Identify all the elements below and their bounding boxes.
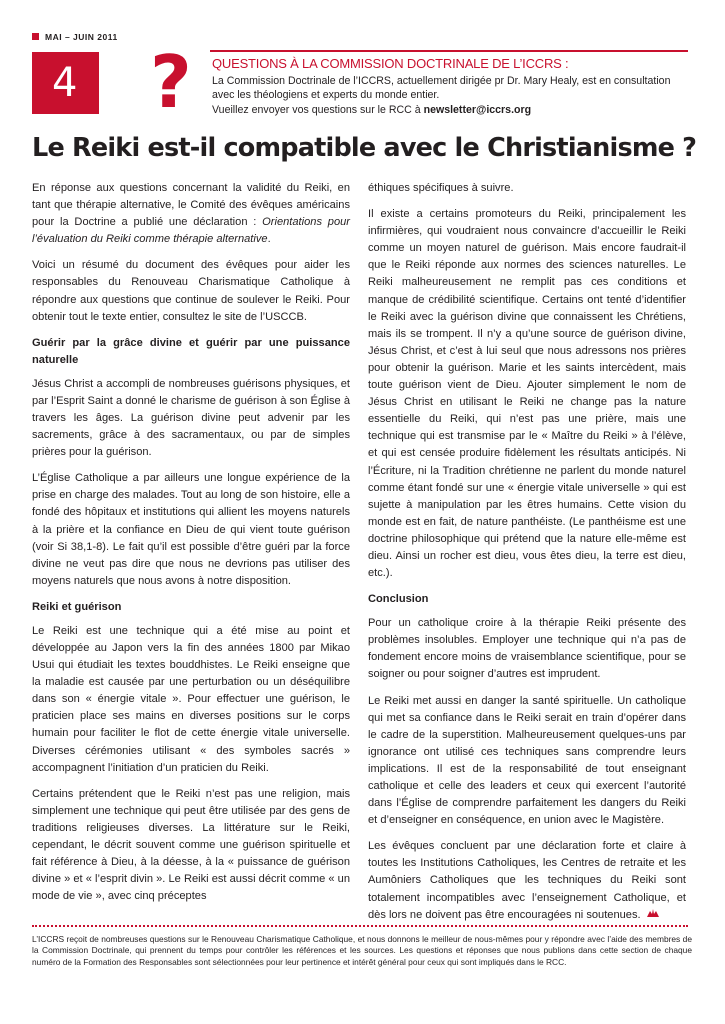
- section-header-intro: [212, 74, 692, 117]
- paragraph: Le Reiki est une technique qui a été mise au point et développée au Japon vers la fin des années 1800 par Mikao Usui qui étudiait les textes bouddhistes. Le Reiki enseigne que la maladie est causée par une perturbation ou un déséquilibre dans son « énergie vitale ». Pour effectuer une guérison, le praticien place ses mains en diverses positions sur le corps humain pour faciliter le flot de cette énergie vitale universelle. Diverses cérémonies utilisant « des symboles sacrés » accompagnent l’initiation d’un praticien du Reiki.: [32, 624, 350, 774]
- contact-email: newsletter@iccrs.org: [423, 103, 532, 116]
- paragraph-text: Les évêques concluent par une déclaration forte et claire à toutes les Institutions Catholiques, les Centres de retraite et les Aumôniers Catholiques que les techniques du Reiki sont totalement incompatibles avec l’enseignement Catholique, et dès lors ne doivent pas être encouragées ni soutenues.: [368, 840, 686, 921]
- question-number-box: [32, 52, 99, 114]
- intro-line-3-prefix: Vueillez envoyer vos questions sur le RCC à: [212, 103, 424, 116]
- paragraph: L’Église Catholique a par ailleurs une longue expérience de la prise en charge des malades. Tout au long de son histoire, elle a fondé des hôpitaux et institutions qui allient les moyens naturels à la prière et la confiance en Dieu de qui vient toute guérison (voir Si 38,1-8). Le fait qu’il est possible d’être guéri par la force divine ne veut pas dire que nous ne devrions pas utiliser des moyens naturels que nous avons à notre disposition.: [32, 472, 350, 587]
- issue-date: [32, 32, 118, 42]
- paragraph-text: En réponse aux questions concernant la validité du Reiki, en tant que thérapie alternative, le Comité des évêques américains pour la Doctrine a publié une déclaration :: [32, 182, 350, 229]
- left-column: [32, 180, 350, 914]
- question-number: 4: [52, 60, 78, 106]
- paragraph: Voici un résumé du document des évêques pour aider les responsables du Renouveau Charismatique Catholique à répondre aux questions que continue de soulever le Reiki. Pour obtenir tout le texte entier, consultez le site de l’USCCB.: [32, 259, 350, 323]
- intro-line-2: avec les théologiens et experts du monde entier.: [212, 89, 440, 102]
- question-mark-icon: ?: [150, 40, 192, 124]
- paragraph: [32, 180, 350, 248]
- intro-line-1: La Commission Doctrinale de l’ICCRS, actuellement dirigée pr Dr. Mary Healy, est en consultation: [212, 75, 671, 87]
- paragraph: Le Reiki met aussi en danger la santé spirituelle. Un catholique qui met sa confiance dans le Reiki serait en train d’opérer dans le cadre de la superstition. Malheureusement quelques-uns par ignorance ont utilisé ces techniques sans comprendre leurs implications. Il est de la responsabilité de tout enseignant catholique et celle des leaders et ceux qui exercent l’autorité dans l’Église de comprendre parfaitement les dangers du Reiki et d’enseigner en conséquence, en union avec le Magistère.: [368, 694, 686, 827]
- section-header-title: QUESTIONS À LA COMMISSION DOCTRINALE DE L’ICCRS :: [212, 56, 569, 71]
- paragraph: Certains prétendent que le Reiki n’est pas une religion, mais simplement une technique qui peut être utilisée par des gens de traditions religieuses diverses. La littérature sur le Reiki, cependant, le décrit souvent comme une guérison spirituelle et fait référence à Dieu, à la déesse, à la « puissance de guérison divine » et « l’esprit divin ». Le Reiki est aussi décrit comme « un mode de vie », avec cinq préceptes: [32, 787, 350, 903]
- paragraph-end: .: [267, 233, 271, 246]
- dove-icon: [647, 910, 659, 921]
- red-square-icon: [32, 33, 39, 40]
- footer-note: L’ICCRS reçoit de nombreuses questions sur le Renouveau Charismatique Catholique, et nous donnons le meilleur de nous-mêmes pour y répondre avec l’aide des membres de la Commission Doctrinale, qui prennent du temps pour contrôler les références et les sources. Les questions et réponses que nous publions dans cette section de chaque numéro de la Formation des Responsables sont sélectionnées pour leur pertinence et intérêt général pour ceux qui sont impliqués dans le RCC.: [32, 934, 692, 967]
- article-title: Le Reiki est-il compatible avec le Christianisme ?: [32, 133, 697, 163]
- header-divider: [210, 50, 688, 52]
- paragraph: Il existe a certains promoteurs du Reiki, principalement les infirmières, qui voudraient nous convaincre d’accueillir le Reiki comme un moyen naturel de guérison. Mais encore faudrait-il que le Reiki réponde aux normes des sciences naturelles. Le Reiki malheureusement ne remplit pas ces conditions et manque de crédibilité scientifique. Certains ont tenté d’identifier le Reiki avec la guérison divine que connaissent les Chrétiens, mais ils se trompent. Il n’y a qu’une source de guérison divine, Jésus Christ, et c’est à lui seul que nous adressons nos prières pour obtenir la guérison. Marie et les saints intercèdent, mais toute guérison vient de Dieu. Ajouter simplement le nom de Jésus Christ en utilisant le Reiki ne change pas la nature essentielle du Reiki, qui n’est pas une prière, mais une technique qui est transmise par le « Maître du Reiki » à l’élève, et qui est censée produire fidèlement les résultats anticipés. Ni l’Écriture, ni la Tradition chrétienne ne parlent du monde naturel comme étant fondé sur une « énergie vitale universelle » qui est sujette à manipulation par les êtres humains. Cette vision du monde est en fait, de nature panthéiste. (Le panthéisme est une doctrine philosophique qui prétend que la nature elle-même est dieu. Ainsi un rocher est dieu, vous êtes dieu, la terre est dieu, etc.).: [368, 208, 686, 580]
- section-heading: Conclusion: [368, 593, 429, 606]
- intro-line-3: [212, 103, 692, 117]
- paragraph: [368, 838, 686, 923]
- paragraph: éthiques spécifiques à suivre.: [368, 182, 514, 194]
- right-column: [368, 180, 686, 933]
- paragraph: Jésus Christ a accompli de nombreuses guérisons physiques, et par l’Esprit Saint a donné le charisme de guérison à son Église à travers les âges. La guérison divine peut advenir par les sacrements, grâce à des sacramentaux, ou par de simples prières pour la guérison.: [32, 377, 350, 459]
- footer-divider: [32, 925, 688, 927]
- paragraph: Pour un catholique croire à la thérapie Reiki présente des problèmes insolubles. Employer une technique qui n’a pas de fondement encore moins de vraisemblance scientifique, pour se soigner ou pour soigner d’autres est imprudent.: [368, 617, 686, 681]
- issue-date-label: MAI – JUIN 2011: [45, 32, 118, 42]
- section-heading: Guérir par la grâce divine et guérir par une puissance naturelle: [32, 336, 350, 366]
- document-title: Orientations pour l’évaluation du Reiki comme thérapie alternative: [32, 216, 350, 246]
- section-heading: Reiki et guérison: [32, 600, 122, 613]
